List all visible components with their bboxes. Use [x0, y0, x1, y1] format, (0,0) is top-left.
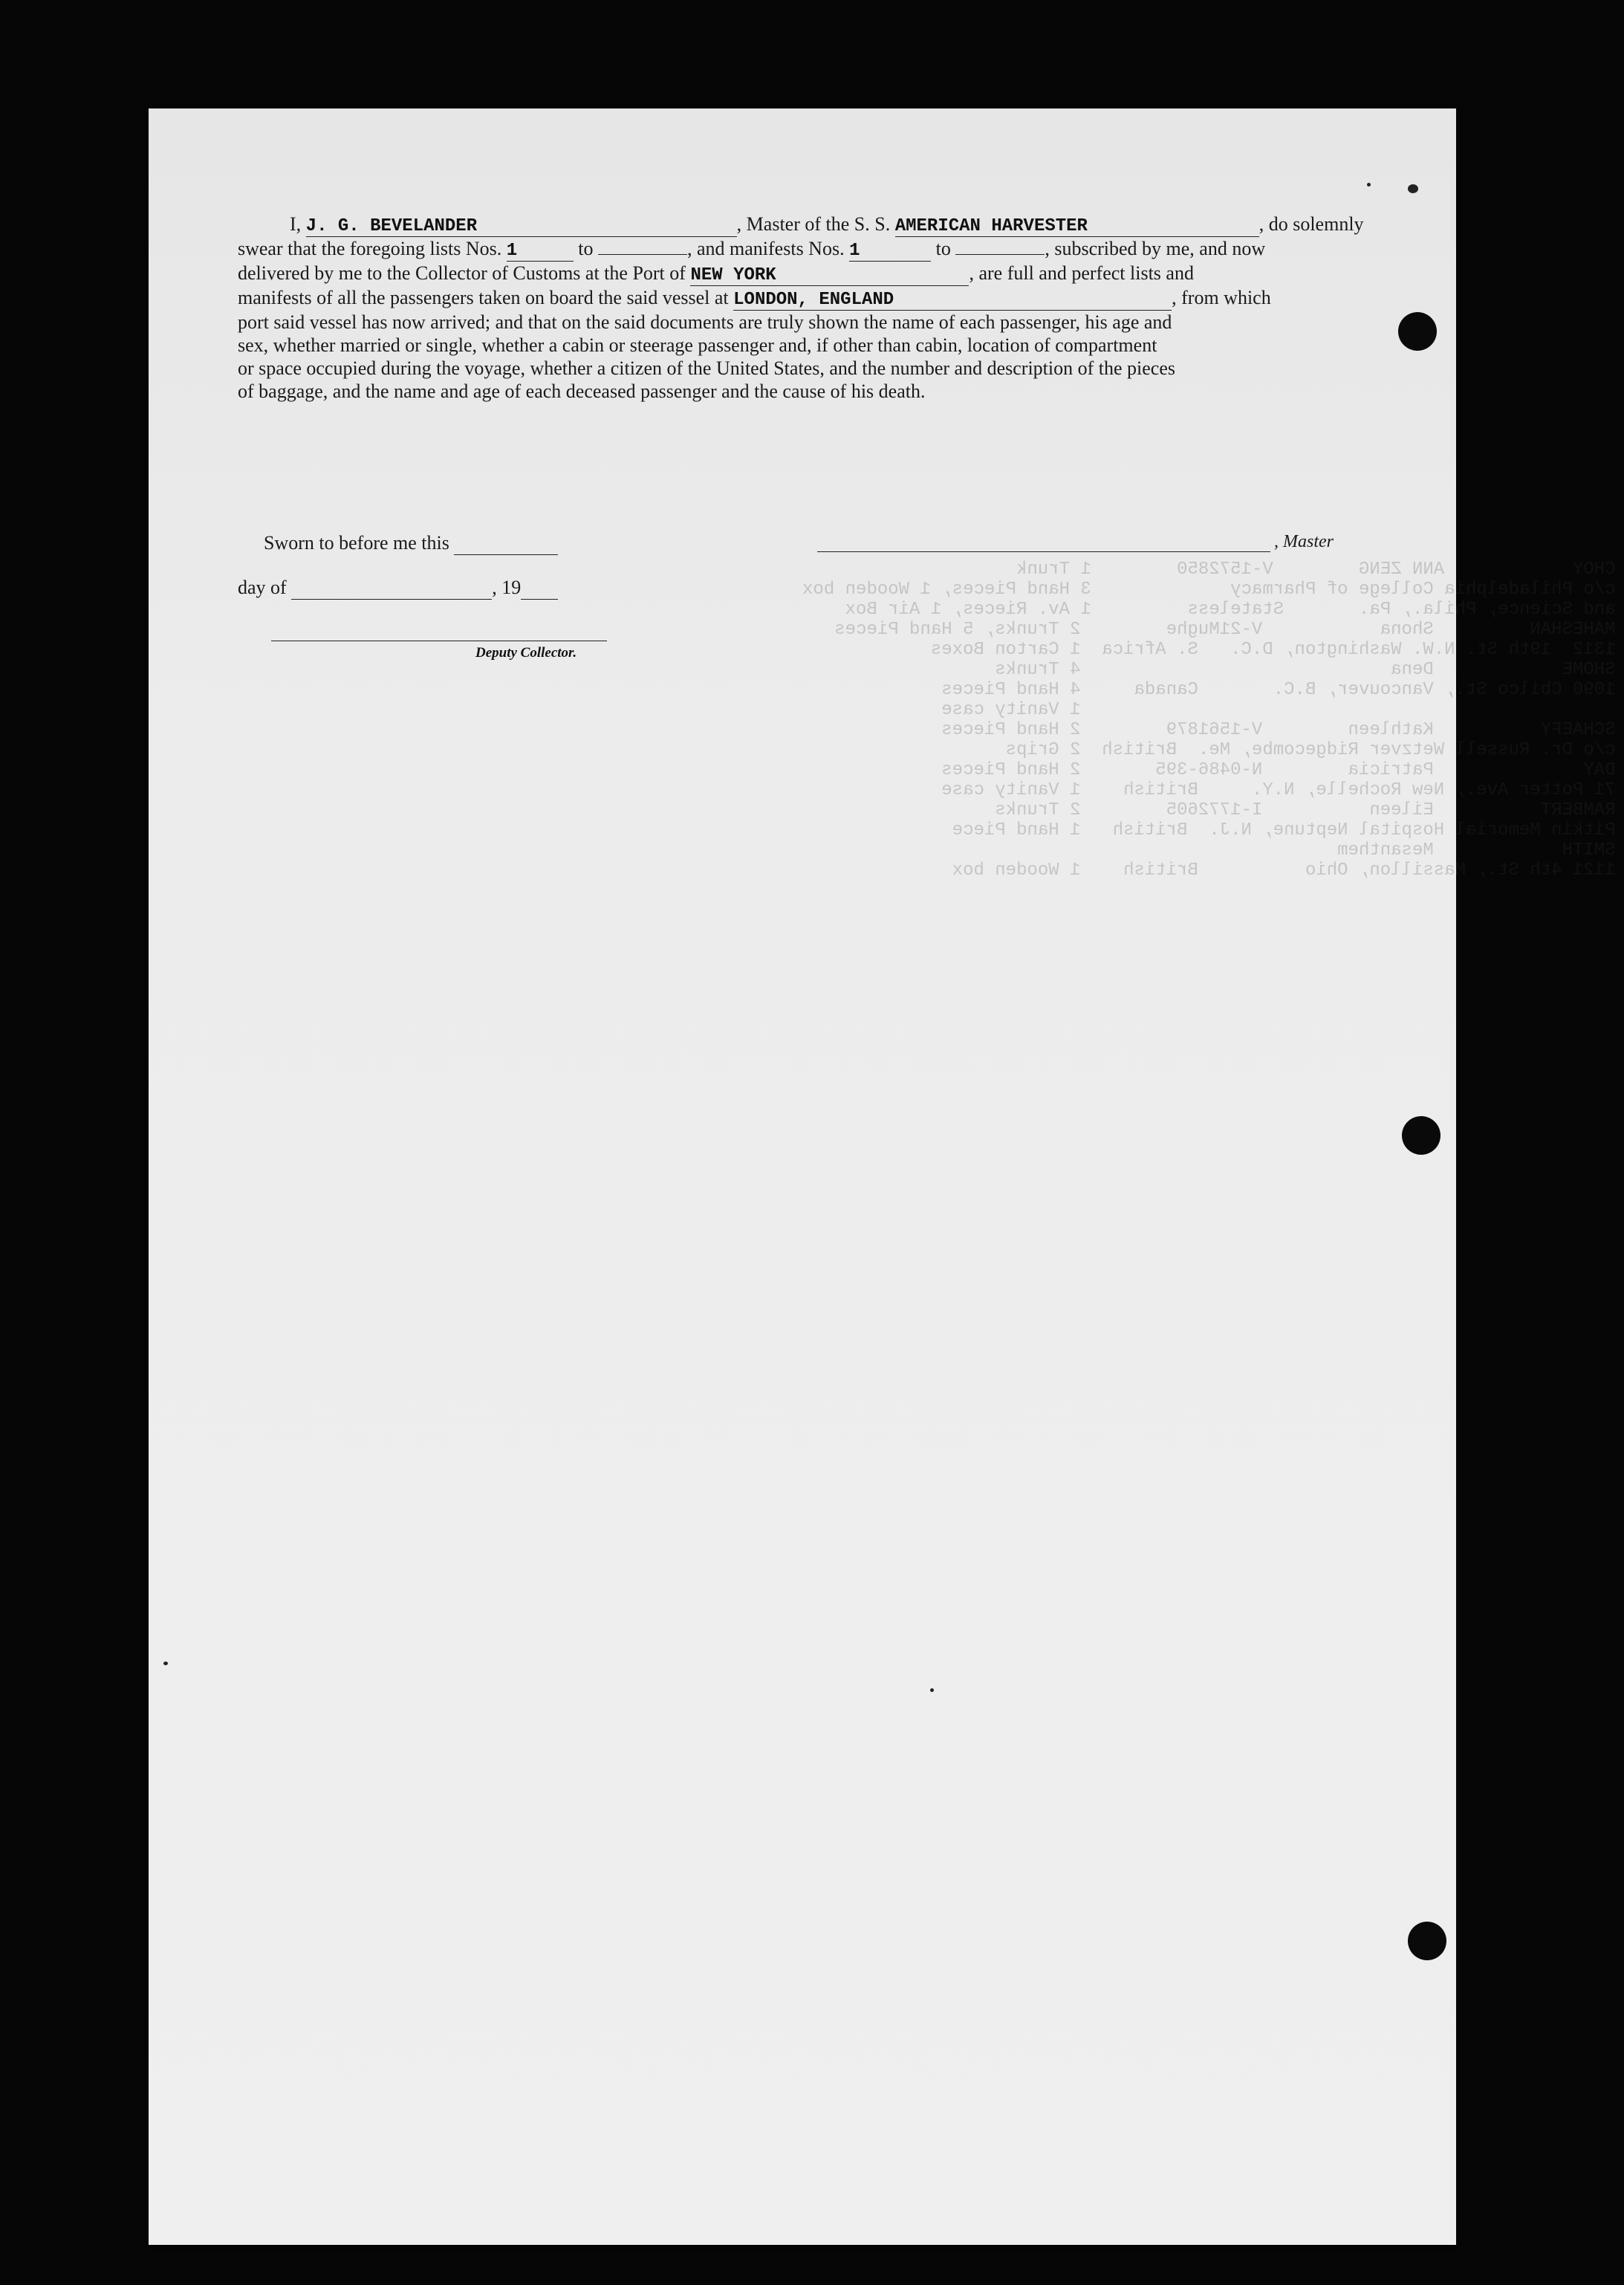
- sworn-day-blank: [454, 532, 558, 555]
- oath-text: , and manifests Nos.: [687, 238, 845, 259]
- manifests-from-field: 1: [849, 242, 931, 262]
- oath-text: delivered by me to the Collector of Customs at the Port of: [238, 262, 686, 284]
- year-blank: [521, 577, 558, 600]
- oath-text: swear that the foregoing lists Nos.: [238, 238, 502, 259]
- ink-speck: [1408, 184, 1418, 193]
- port-of-arrival-field: NEW YORK: [690, 266, 969, 286]
- port-of-departure-field: LONDON, ENGLAND: [733, 291, 1172, 311]
- manifest-page: [149, 108, 1616, 2245]
- oath-line-1: [238, 213, 1493, 237]
- oath-line-8: of baggage, and the name and age of each deceased passenger and the cause of his death.: [238, 380, 926, 402]
- sworn-text: Sworn to before me this: [264, 532, 449, 554]
- day-of-text: day of: [238, 577, 287, 598]
- oath-line-3: [238, 262, 1493, 286]
- day-of-line: [238, 577, 558, 600]
- lists-from-field: 1: [507, 242, 574, 262]
- oath-text: to: [578, 238, 594, 259]
- punch-hole: [1408, 1922, 1446, 1960]
- oath-line-5: port said vessel has now arrived; and that on the said documents are truly shown the name of each passenger, his age and: [238, 311, 1172, 333]
- show-through-text: CHOY ANN ZENG V-1572850 1 Trunk c/o Philadelphia College of Pharmacy 3 Hand Pieces, 1 Wooden box and Science, Phila., Pa. Stateless 1 Av. Rieces, 1 Air Box MAHESHAN Shona V-21Mughe 2 Trunks, 5 Hand Pieces 1312 19th St. N.W. Washington, D.C. S. Africa 1 Carton Boxes SHOME Dena 4 Trunks 1090 Cbilco St., Vancouver, B.C. Canada 4 Hand Pieces 1 Vanity case SCHAEFY Kathleen V-1561879 2 Hand Pieces c/o Dr. Russell Wetzver Ridgecombe, Me. British 2 Grips DAY Patricia N-0486-395 2 Hand Pieces 71 Potter Ave., New Rochelle, N.Y. British 1 Vanity case RAMBERT Eileen I-1772605 2 Trunks Pitkin Memorial Hospital Neptune, N.J. British 1 Hand Piece SMITH Mesanthem 1121 4th St., Massillon, Ohio British 1 Wooden box: [802, 560, 1616, 881]
- master-signature-line: [817, 551, 1270, 552]
- vessel-name-field: AMERICAN HARVESTER: [895, 217, 1259, 237]
- day-of-blank: [291, 577, 492, 600]
- oath-text: , Master of the S. S.: [736, 213, 891, 235]
- oath-text: , from which: [1172, 287, 1271, 308]
- manifests-to-field: [955, 254, 1045, 255]
- oath-text: to: [935, 238, 951, 259]
- oath-text: , are full and perfect lists and: [969, 262, 1194, 284]
- master-label: , Master: [1274, 532, 1334, 551]
- ink-speck: [1367, 183, 1371, 187]
- deputy-collector-label: Deputy Collector.: [475, 645, 577, 661]
- lists-to-field: [598, 254, 687, 255]
- oath-line-6: sex, whether married or single, whether a cabin or steerage passenger and, if other than cabin, location of compartment: [238, 334, 1157, 356]
- ink-speck: [163, 1662, 168, 1665]
- oath-line-2: [238, 237, 1493, 262]
- year-prefix: , 19: [492, 577, 522, 598]
- master-name-field: J. G. BEVELANDER: [306, 217, 737, 237]
- oath-paragraph: [238, 213, 1493, 403]
- ink-speck: [930, 1688, 934, 1692]
- oath-line-4: [238, 286, 1493, 311]
- punch-hole: [1402, 1116, 1441, 1155]
- oath-text: , subscribed by me, and now: [1045, 238, 1266, 259]
- oath-text: manifests of all the passengers taken on board the said vessel at: [238, 287, 729, 308]
- sworn-before-line: [264, 532, 558, 555]
- oath-text: , do solemnly: [1258, 213, 1364, 235]
- oath-line-7: or space occupied during the voyage, whether a citizen of the United States, and the number and description of the pieces: [238, 357, 1176, 379]
- oath-word-i: I,: [290, 213, 302, 235]
